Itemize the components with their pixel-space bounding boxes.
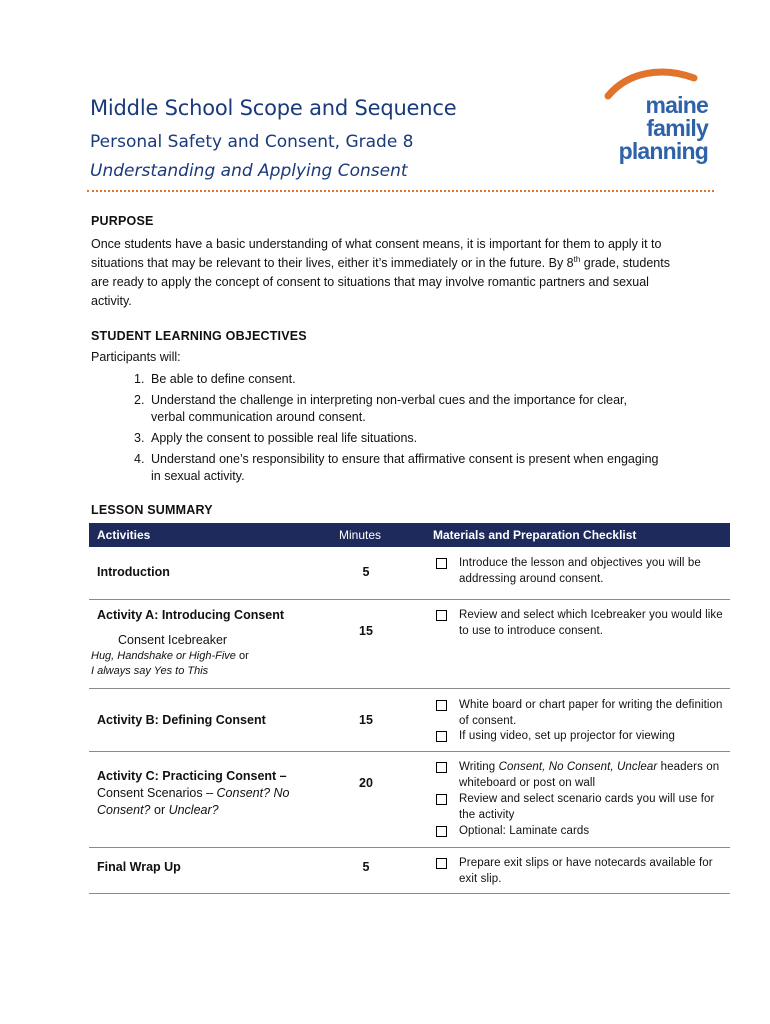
minutes-activity-b: 15 bbox=[359, 713, 373, 727]
table-bottom-border bbox=[89, 893, 730, 894]
checkbox-icon[interactable] bbox=[436, 794, 447, 805]
checklist-item bbox=[436, 791, 726, 823]
row-divider bbox=[89, 688, 730, 689]
checklist-text: Review and select scenario cards you will use for the activity bbox=[459, 793, 715, 821]
header-divider bbox=[87, 190, 714, 192]
activity-a-options bbox=[91, 650, 249, 662]
objectives-heading: STUDENT LEARNING OBJECTIVES bbox=[91, 329, 307, 343]
checklist-item bbox=[436, 697, 726, 729]
checklist-item bbox=[436, 759, 726, 791]
minutes-final-wrap-up: 5 bbox=[362, 860, 370, 874]
activity-c-sub-line-2 bbox=[97, 803, 219, 817]
objective-text: Be able to define consent. bbox=[151, 372, 296, 386]
activity-c-sub-e: Unclear? bbox=[168, 803, 219, 817]
checkbox-icon[interactable] bbox=[436, 826, 447, 837]
activity-c-sub-line-1 bbox=[97, 786, 289, 800]
checklist-item bbox=[436, 823, 726, 839]
row-divider bbox=[89, 751, 730, 752]
activity-a-option-1: Hug, Handshake or High-Five bbox=[91, 650, 236, 662]
purpose-heading: PURPOSE bbox=[91, 214, 154, 228]
activity-c-sub-d: or bbox=[150, 803, 169, 817]
checklist-text: If using video, set up projector for viewing bbox=[459, 730, 675, 742]
checklist-text: Review and select which Icebreaker you would like to use to introduce consent. bbox=[459, 609, 723, 637]
checklist-item bbox=[436, 728, 726, 744]
column-header-activities: Activities bbox=[97, 528, 151, 542]
purpose-text-b: grade, students are ready to apply the concept of consent to situations that may involve romantic partners and sexual activity. bbox=[91, 256, 670, 308]
document-subtitle: Personal Safety and Consent, Grade 8 bbox=[90, 132, 414, 152]
purpose-text bbox=[91, 235, 681, 311]
checklist-text: White board or chart paper for writing the definition of consent. bbox=[459, 699, 723, 727]
document-title: Middle School Scope and Sequence bbox=[90, 96, 457, 120]
logo-wordmark bbox=[592, 94, 708, 163]
checklist-item bbox=[436, 855, 726, 887]
column-header-minutes: Minutes bbox=[339, 528, 382, 542]
objective-number: 3. bbox=[134, 431, 145, 445]
activity-a-or: or bbox=[235, 650, 249, 662]
check-writing-a: Writing bbox=[459, 761, 499, 773]
activity-c-sub-c: Consent? bbox=[97, 803, 151, 817]
objective-text: Apply the consent to possible real life situations. bbox=[151, 431, 418, 445]
checkbox-icon[interactable] bbox=[436, 762, 447, 773]
checklist-item bbox=[436, 555, 726, 587]
activity-c: Activity C: Practicing Consent – bbox=[97, 769, 287, 783]
lesson-summary-heading: LESSON SUMMARY bbox=[91, 503, 213, 517]
checkbox-icon[interactable] bbox=[436, 731, 447, 742]
activity-a-option-2: I always say Yes to This bbox=[91, 665, 209, 677]
activity-a: Activity A: Introducing Consent bbox=[97, 608, 285, 622]
lesson-title: Understanding and Applying Consent bbox=[90, 161, 408, 181]
check-writing-b: Consent, No Consent, Unclear bbox=[498, 761, 658, 773]
minutes-activity-a: 15 bbox=[359, 624, 373, 638]
row-divider bbox=[89, 847, 730, 848]
objective-item bbox=[134, 392, 664, 426]
activity-c-sub-a: Consent Scenarios – bbox=[97, 786, 217, 800]
purpose-superscript: th bbox=[573, 254, 581, 264]
objective-number: 4. bbox=[134, 452, 145, 466]
objective-item bbox=[134, 430, 664, 447]
row-divider bbox=[89, 599, 730, 600]
column-header-checklist: Materials and Preparation Checklist bbox=[433, 528, 637, 542]
objective-item bbox=[134, 371, 664, 388]
activity-b: Activity B: Defining Consent bbox=[97, 713, 266, 727]
minutes-activity-c: 20 bbox=[359, 776, 373, 790]
checkbox-icon[interactable] bbox=[436, 610, 447, 621]
checklist-text: Prepare exit slips or have notecards available for exit slip. bbox=[459, 857, 713, 885]
checklist-text bbox=[436, 759, 726, 791]
objectives-intro: Participants will: bbox=[91, 350, 181, 364]
checklist-text: Optional: Laminate cards bbox=[459, 825, 590, 837]
objective-item bbox=[134, 451, 664, 485]
checkbox-icon[interactable] bbox=[436, 700, 447, 711]
activity-c-sub-b: Consent? No bbox=[216, 786, 290, 800]
checkbox-icon[interactable] bbox=[436, 858, 447, 869]
objective-number: 1. bbox=[134, 372, 145, 386]
logo-line-2: planning bbox=[618, 138, 708, 164]
activity-final-wrap-up: Final Wrap Up bbox=[97, 860, 181, 874]
minutes-introduction: 5 bbox=[362, 565, 370, 579]
checklist-item bbox=[436, 607, 726, 639]
logo-line-1: maine family bbox=[645, 92, 708, 141]
checkbox-icon[interactable] bbox=[436, 558, 447, 569]
activity-introduction: Introduction bbox=[97, 565, 170, 579]
activity-a-sub: Consent Icebreaker bbox=[118, 633, 228, 647]
objective-text: Understand the challenge in interpreting non-verbal cues and the importance for clear, verbal communication around consent. bbox=[151, 393, 627, 424]
objective-number: 2. bbox=[134, 393, 145, 407]
purpose-text-a: Once students have a basic understanding of what consent means, it is important for them to apply it to situations that may be relevant to their lives, either it’s immediately or in the future. By 8 bbox=[91, 237, 662, 270]
check-writing-c: headers on whiteboard or post on wall bbox=[459, 761, 720, 789]
objective-text: Understand one’s responsibility to ensure that affirmative consent is present when engaging in sexual activity. bbox=[151, 452, 659, 483]
checklist-text: Introduce the lesson and objectives you will be addressing around consent. bbox=[459, 557, 701, 585]
